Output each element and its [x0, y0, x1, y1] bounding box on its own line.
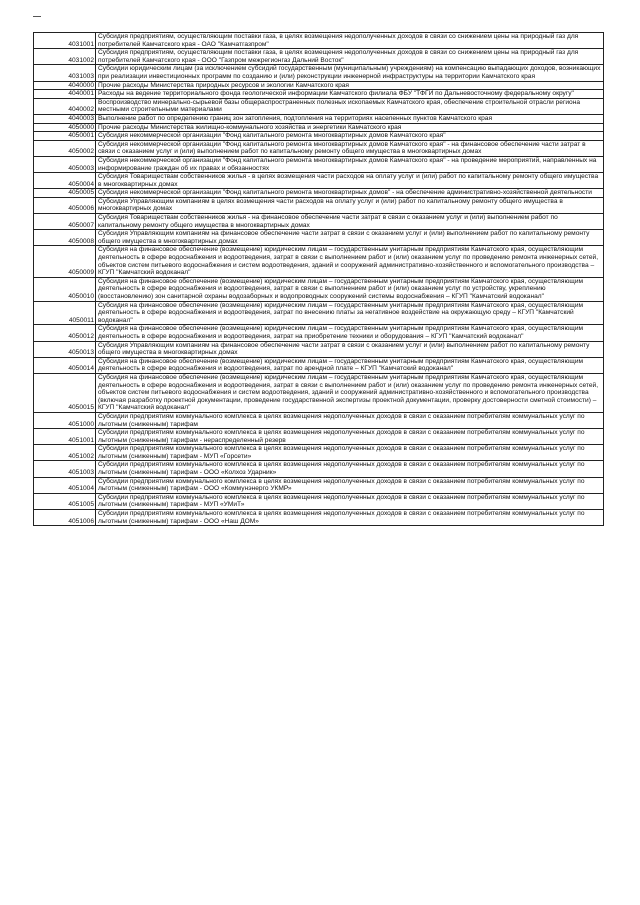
table-row: [34, 325, 604, 341]
row-description: Субсидии предприятиям коммунального комплекса в целях возмещения недополученных доходов в связи с оказанием потребителям коммунальных услуг по льготным (сниженным) тарифам - МУП «УМиТ»: [96, 493, 604, 509]
row-description: Субсидия предприятиям, осуществляющим поставки газа, в целях возмещения недополученных доходов в связи со снижением цены на природный газ для потребителей Камчатского края - ОАО "Камчатгазпром": [96, 33, 604, 49]
row-description: Субсидия на финансовое обеспечение (возмещение) юридическим лицам – государственным унитарным предприятиям Камчатского края, осуществляющим деятельность в сфере водоснабжения и водоотведения, затрат по арендной плате – КГУП "Камчатский водоканал": [96, 357, 604, 373]
table-row: [34, 412, 604, 428]
table-row: [34, 357, 604, 373]
row-description: Субсидия некоммерческой организации "Фонд капитального ремонта многоквартирных домов Камчатского края": [96, 132, 604, 141]
table-row: [34, 214, 604, 230]
row-code: 4050001: [34, 132, 96, 141]
row-code: 4050012: [34, 325, 96, 341]
table-row: [34, 33, 604, 49]
row-code: 4040000: [34, 81, 96, 90]
row-description: Прочие расходы Министерства природных ресурсов и экологии Камчатского края: [96, 81, 604, 90]
row-code: 4040002: [34, 98, 96, 114]
page-corner-mark: [33, 16, 41, 17]
table-row: [34, 98, 604, 114]
row-description: Субсидии предприятиям коммунального комплекса в целях возмещения недополученных доходов в связи с оказанием потребителям коммунальных услуг по льготным (сниженным) тарифам - ООО «Колхоз Ударник»: [96, 461, 604, 477]
row-description: Субсидия на финансовое обеспечение (возмещение) юридическим лицам – государственным унитарным предприятиям Камчатского края, осуществляющим деятельность в сфере водоснабжения и водоотведения, затрат по внесению платы за негативное воздействие на окружающую среду – КГУП "Камчатский водоканал": [96, 301, 604, 325]
row-code: 4050009: [34, 246, 96, 277]
table-row: [34, 49, 604, 65]
table-row: [34, 173, 604, 189]
row-code: 4050006: [34, 197, 96, 213]
table-row: [34, 277, 604, 301]
table-row: [34, 230, 604, 246]
table-row: [34, 429, 604, 445]
row-description: Субсидия Товариществам собственников жилья - в целях возмещения части расходов на оплату услуг и (или) работ по капитальному ремонту общего имущества в многоквартирных домах: [96, 173, 604, 189]
row-code: 4031002: [34, 49, 96, 65]
row-code: 4050007: [34, 214, 96, 230]
table-row: [34, 140, 604, 156]
row-description: Субсидии предприятиям коммунального комплекса в целях возмещения недополученных доходов в связи с оказанием потребителям коммунальных услуг по льготным (сниженным) тарифам - ООО «Коммунэнерго УКМР»: [96, 477, 604, 493]
row-code: 4050000: [34, 123, 96, 132]
row-description: Субсидия Управляющим компаниям на финансовое обеспечение части затрат в связи с оказанием услуг и (или) выполнением работ по капитальному ремонту общего имущества в многоквартирных домах: [96, 341, 604, 357]
row-description: Субсидии предприятиям коммунального комплекса в целях возмещения недополученных доходов в связи с оказанием потребителям коммунальных услуг по льготным (сниженным) тарифам - МУП «Горсети»: [96, 445, 604, 461]
row-description: Субсидия предприятиям, осуществляющим поставки газа, в целях возмещения недополученных доходов в связи со снижением цены на природный газ для потребителей Камчатского края - ООО "Газпром межрегионгаз Дальний Восток": [96, 49, 604, 65]
table-row: [34, 123, 604, 132]
table-row: [34, 197, 604, 213]
row-description: Субсидия некоммерческой организации "Фонд капитального ремонта многоквартирных домов Камчатского края" - на проведение мероприятий, направленных на информирование граждан об их правах и обязанностях: [96, 156, 604, 172]
row-description: Субсидии юридическим лицам (за исключением субсидий государственным (муниципальным) учреждениям) на компенсацию выпадающих доходов, возникающих при реализации инвестиционных программ по созданию и (или) реконструкции инженерной инфраструктуры на территории Камчатского края: [96, 65, 604, 81]
row-description: Субсидия некоммерческой организации "Фонд капитального ремонта многоквартирных домов Камчатского края" - на финансовое обеспечение части затрат в связи с оказанием услуг и (или) выполнением работ по капитальному ремонту общего имущества в многоквартирных домах: [96, 140, 604, 156]
row-code: 4050015: [34, 373, 96, 412]
row-code: 4051006: [34, 510, 96, 526]
table-row: [34, 445, 604, 461]
table-row: [34, 65, 604, 81]
table-row: [34, 510, 604, 526]
row-code: 4051002: [34, 445, 96, 461]
row-code: 4050010: [34, 277, 96, 301]
row-code: 4051000: [34, 412, 96, 428]
budget-codes-table: [33, 32, 604, 526]
table-row: [34, 373, 604, 412]
row-description: Субсидия на финансовое обеспечение (возмещение) юридическим лицам – государственным унитарным предприятиям Камчатского края, осуществляющим деятельность в сфере водоснабжения и водоотведения, затрат в связи с выполнением работ и (или) оказанием услуг по устройству, укреплению (восстановлению) зон санитарной охраны водозаборных и водопроводных сооружений системы водоснабжения – КГУП "Камчатский водоканал": [96, 277, 604, 301]
row-description: Расходы на ведение территориального фонда геологической информации Камчатского филиала ФБУ "ТФГИ по Дальневосточному федеральному округу": [96, 90, 604, 99]
table-row: [34, 114, 604, 123]
row-code: 4051004: [34, 477, 96, 493]
row-description: Субсидия Товариществам собственников жилья - на финансовое обеспечение части затрат в связи с оказанием услуг и (или) выполнением работ по капитальному ремонту общего имущества в многоквартирных домах: [96, 214, 604, 230]
table-body: [34, 33, 604, 526]
table-row: [34, 246, 604, 277]
table-row: [34, 341, 604, 357]
row-code: 4050014: [34, 357, 96, 373]
row-description: Субсидии предприятиям коммунального комплекса в целях возмещения недополученных доходов в связи с оказанием потребителям коммунальных услуг по льготным (сниженным) тарифам - нераспределенный резерв: [96, 429, 604, 445]
table-row: [34, 189, 604, 198]
row-description: Субсидия на финансовое обеспечение (возмещение) юридическим лицам – государственным унитарным предприятиям Камчатского края, осуществляющим деятельность в сфере водоснабжения и водоотведения, затрат в связи с выполнением работ и (или) оказанием услуг по проведению ремонта инженерных сетей, объектов систем питьевого водоснабжения и систем водоотведения, зданий и сооружений административно-хозяйственного и вспомогательного производства (включая разработку проектной документации, проведение государственной экспертизы проектной документации, проверку достоверности сметной стоимости) – КГУП "Камчатский водоканал": [96, 373, 604, 412]
row-description: Выполнение работ по определению границ зон затопления, подтопления на территориях населенных пунктов Камчатского края: [96, 114, 604, 123]
row-code: 4050011: [34, 301, 96, 325]
table-row: [34, 461, 604, 477]
row-description: Субсидия на финансовое обеспечение (возмещение) юридическим лицам – государственным унитарным предприятиям Камчатского края, осуществляющим деятельность в сфере водоснабжения и водоотведения, затрат в связи с выполнением работ и (или) оказанием услуг по проведению ремонта инженерных сетей, объектов систем питьевого водоснабжения и систем водоотведения, зданий и сооружений административно-хозяйственного и вспомогательного производства – КГУП "Камчатский водоканал": [96, 246, 604, 277]
table-row: [34, 493, 604, 509]
row-code: 4050005: [34, 189, 96, 198]
row-code: 4051001: [34, 429, 96, 445]
table-row: [34, 301, 604, 325]
row-code: 4040001: [34, 90, 96, 99]
row-description: Субсидия Управляющим компаниям в целях возмещения части расходов на оплату услуг и (или) работ по капитальному ремонту общего имущества в многоквартирных домах: [96, 197, 604, 213]
row-description: Прочие расходы Министерства жилищно-коммунального хозяйства и энергетики Камчатского края: [96, 123, 604, 132]
row-code: 4050013: [34, 341, 96, 357]
table-row: [34, 156, 604, 172]
row-code: 4031001: [34, 33, 96, 49]
table-row: [34, 477, 604, 493]
row-code: 4051005: [34, 493, 96, 509]
row-description: Субсидия некоммерческой организации "Фонд капитального ремонта многоквартирных домов" - на обеспечение административно-хозяйственной деятельности: [96, 189, 604, 198]
row-code: 4050003: [34, 156, 96, 172]
row-code: 4051003: [34, 461, 96, 477]
row-code: 4050008: [34, 230, 96, 246]
table-row: [34, 90, 604, 99]
row-description: Субсидия Управляющим компаниям на финансовое обеспечение части затрат в связи с оказанием услуг и (или) выполнением работ по капитальному ремонту общего имущества в многоквартирных домах: [96, 230, 604, 246]
row-description: Субсидии предприятиям коммунального комплекса в целях возмещения недополученных доходов в связи с оказанием потребителям коммунальных услуг по льготным (сниженным) тарифам: [96, 412, 604, 428]
row-code: 4050002: [34, 140, 96, 156]
table-row: [34, 81, 604, 90]
row-code: 4050004: [34, 173, 96, 189]
table-row: [34, 132, 604, 141]
row-code: 4031003: [34, 65, 96, 81]
row-description: Воспроизводство минерально-сырьевой базы общераспространенных полезных ископаемых Камчатского края, обеспечение строительной отрасли региона местными строительными материалами: [96, 98, 604, 114]
row-description: Субсидия на финансовое обеспечение (возмещение) юридическим лицам – государственным унитарным предприятиям Камчатского края, осуществляющим деятельность в сфере водоснабжения и водоотведения, затрат на приобретение техники и оборудования – КГУП "Камчатский водоканал": [96, 325, 604, 341]
row-description: Субсидии предприятиям коммунального комплекса в целях возмещения недополученных доходов в связи с оказанием потребителям коммунальных услуг по льготным (сниженным) тарифам - ООО «Наш ДОМ»: [96, 510, 604, 526]
row-code: 4040003: [34, 114, 96, 123]
